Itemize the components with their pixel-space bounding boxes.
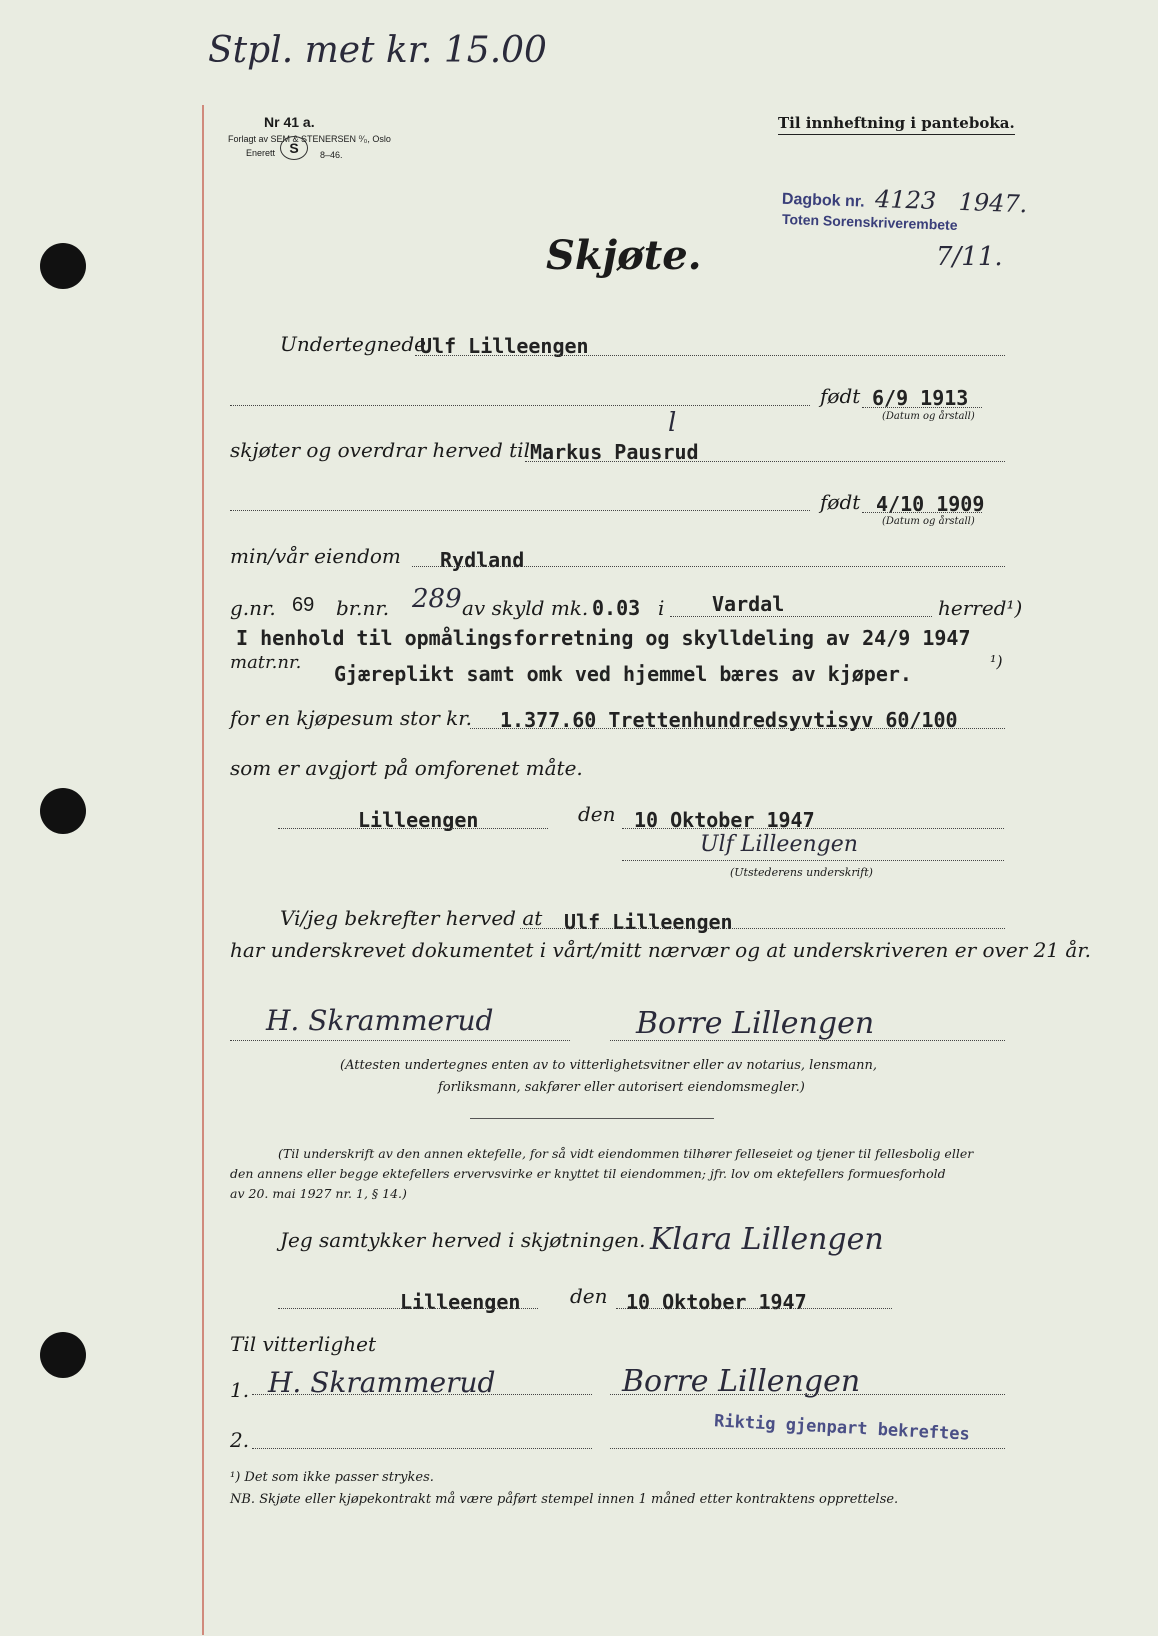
datum1-caption: (Datum og årstall) [882, 411, 975, 422]
eiendom-value: Rydland [440, 548, 525, 572]
brnr-label: br.nr. [336, 596, 390, 620]
margin-rule [202, 105, 204, 1635]
stamp-number: 4123 [874, 184, 937, 216]
undertegnede-line [415, 355, 1005, 356]
skyld-i: i [658, 596, 665, 620]
vit-line-4 [610, 1448, 1005, 1449]
bekrefter-value: Ulf Lilleengen [564, 910, 733, 934]
herred-line [670, 616, 932, 617]
skjoter-label: skjøter og overdrar herved til [230, 438, 530, 462]
eiendom-label: min/vår eiendom [230, 544, 401, 568]
gnr-value: 69 [292, 594, 315, 616]
buyer-value: Markus Pausrud [530, 440, 699, 464]
vit-line-2 [610, 1394, 1005, 1395]
date-1: 10 Oktober 1947 [634, 808, 815, 832]
witness-line-2 [610, 1040, 1005, 1041]
herred-label: herred¹) [938, 596, 1023, 620]
undertegnede-value: Ulf Lilleengen [420, 334, 589, 358]
fodt2-line-right [862, 512, 982, 513]
undertegnede-label: Undertegnede [280, 332, 426, 356]
vit-signature-2: Borre Lillengen [622, 1364, 861, 1399]
datum2-caption: (Datum og årstall) [882, 516, 975, 527]
place-1: Lilleengen [358, 808, 479, 832]
samtykker-label: Jeg samtykker herved i skjøtningen. [280, 1228, 646, 1252]
ektefelle-line-1: (Til underskrift av den annen ektefelle, for så vidt eiendommen tilhører felleseiet og tjener til fellesbolig eller [278, 1146, 974, 1161]
matr-sup: ¹) [990, 652, 1003, 671]
top-right-note: Til innheftning i panteboka. [778, 114, 1015, 135]
witness-num-2: 2. [230, 1428, 250, 1452]
ektefelle-line-2: den annens eller begge ektefellers ervervsvirke er knyttet til eiendommen; jfr. lov om ektefellers formuesforhold [230, 1166, 946, 1181]
fodt1-line-right [862, 407, 982, 408]
stamp-year: 1947. [958, 187, 1028, 219]
vitterlighet-label: Til vitterlighet [230, 1332, 377, 1356]
date-2-line [616, 1308, 892, 1309]
signature-1: Ulf Lilleengen [700, 832, 858, 857]
den-2: den [570, 1284, 608, 1308]
bekrefter-line [520, 928, 1005, 929]
bekrefter-label: Vi/jeg bekrefter herved at [280, 906, 543, 930]
fodt2-line-left [230, 510, 810, 511]
publisher-date: 8–46. [320, 150, 343, 160]
publisher-logo: S [280, 136, 308, 160]
brnr-value: 289 [412, 584, 462, 614]
ektefelle-line-3: av 20. mai 1927 nr. 1, § 14.) [230, 1186, 407, 1201]
place-1-line [278, 828, 548, 829]
eiendom-line [412, 566, 1005, 567]
gnr-label: g.nr. [230, 596, 276, 620]
vit-signature-1: H. Skrammerud [268, 1366, 496, 1399]
bekrefter-line-2: har underskrevet dokumentet i vårt/mitt nærvær og at underskriveren er over 21 år. [230, 938, 1092, 962]
document-title: Skjøte. [546, 232, 702, 279]
publisher-line: Forlagt av SEM & STENERSEN ⁰⁄₀, Oslo [228, 134, 391, 144]
form-number: Nr 41 a. [264, 114, 315, 130]
skyld-label: av skyld mk. [462, 596, 589, 620]
publisher-enerett: Enerett [246, 148, 276, 158]
herred-value: Vardal [712, 592, 785, 616]
skyld-value: 0.03 [592, 596, 641, 620]
stamp-label: Dagbok nr. [781, 190, 865, 211]
riktig-gjenpart-stamp: Riktig gjenpart bekreftes [713, 1411, 971, 1445]
separator-line [470, 1118, 714, 1119]
kjopesum-value: 1.377.60 Trettenhundredsyvtisyv 60/100 [500, 708, 958, 732]
fodt2-value: 4/10 1909 [876, 492, 985, 516]
place-2-line [278, 1308, 538, 1309]
typed-line-1: I henhold til opmålingsforretning og skylldeling av 24/9 1947 [236, 626, 971, 650]
witness-signature-2: Borre Lillengen [636, 1006, 875, 1041]
kjopesum-line [470, 728, 1005, 729]
place-2: Lilleengen [400, 1290, 521, 1314]
date-1-line [622, 828, 1004, 829]
utsteder-caption: (Utstederens underskrift) [730, 866, 873, 879]
witness-num-1: 1. [230, 1378, 250, 1402]
punch-hole-2 [40, 788, 86, 834]
witness-line-1 [230, 1040, 570, 1041]
stamp-date: 7/11. [936, 242, 1003, 272]
vit-line-3 [252, 1448, 592, 1449]
buyer-insert: l [668, 408, 677, 438]
date-2: 10 Oktober 1947 [626, 1290, 807, 1314]
footnote-2: NB. Skjøte eller kjøpekontrakt må være påført stempel innen 1 måned etter kontraktens opprettelse. [230, 1492, 899, 1507]
signature-1-line [622, 860, 1004, 861]
fodt1-line-left [230, 405, 810, 406]
samtykker-signature: Klara Lillengen [650, 1222, 884, 1257]
matr-label: matr.nr. [230, 652, 302, 673]
punch-hole-1 [40, 243, 86, 289]
attest-line-1: (Attesten undertegnes enten av to vitterlighetsvitner eller av notarius, lensmann, [340, 1058, 878, 1073]
den-1: den [578, 802, 616, 826]
attest-line-2: forliksmann, sakfører eller autorisert eiendomsmegler.) [438, 1080, 805, 1095]
vit-line-1 [252, 1394, 592, 1395]
kjopesum-label: for en kjøpesum stor kr. [230, 706, 473, 730]
typed-line-2: Gjæreplikt samt omk ved hjemmel bæres av kjøper. [334, 662, 912, 686]
top-handwritten-note: Stpl. met kr. 15.00 [208, 30, 547, 71]
fodt1-label: født [820, 384, 861, 408]
fodt1-value: 6/9 1913 [872, 386, 969, 410]
punch-hole-3 [40, 1332, 86, 1378]
stamp-office: Toten Sorenskriverembete [781, 210, 958, 234]
avgjort-text: som er avgjort på omforenet måte. [230, 756, 583, 780]
witness-signature-1: H. Skrammerud [266, 1004, 494, 1037]
footnote-1: ¹) Det som ikke passer strykes. [230, 1470, 434, 1485]
buyer-line [525, 461, 1005, 462]
fodt2-label: født [820, 490, 861, 514]
